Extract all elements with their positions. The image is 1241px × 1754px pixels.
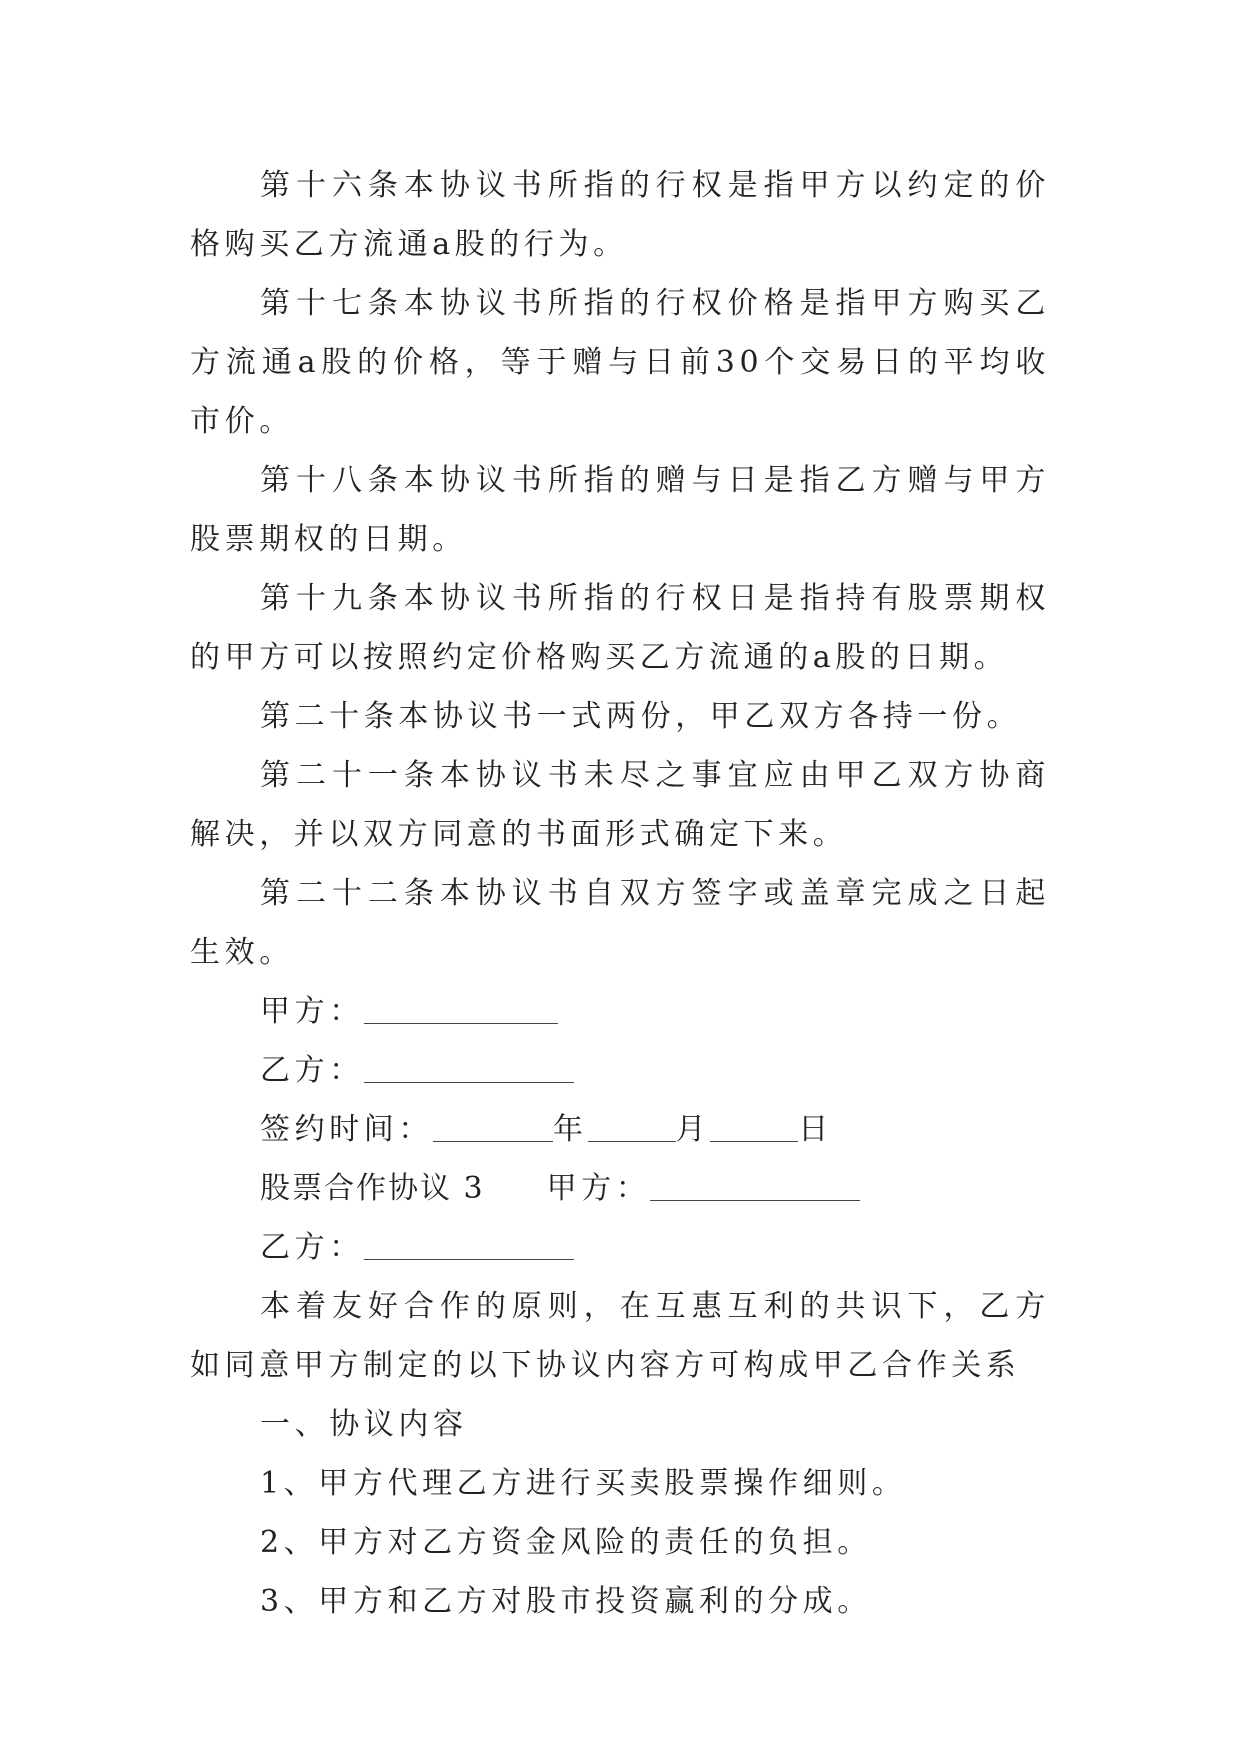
agreement3-party-a-blank xyxy=(650,1170,860,1201)
article-20: 第二十条本协议书一式两份，甲乙双方各持一份。 xyxy=(260,699,1022,734)
agreement3-title: 股票合作协议 3 xyxy=(260,1171,485,1206)
party-b-label: 乙方： xyxy=(260,1053,364,1088)
article-17: 第十七条本协议书所指的行权价格是指甲方购买乙方流通a股的价格，等于赠与日前30个交易日的平均收市价。 xyxy=(190,286,1050,439)
party-a-signature-line xyxy=(190,982,1050,1041)
agreement3-party-a-label: 甲方： xyxy=(546,1171,651,1206)
agreement3-title-line xyxy=(190,1159,1050,1218)
list-item-3: 3、甲方和乙方对股市投资赢利的分成。 xyxy=(260,1584,872,1619)
year-blank xyxy=(433,1111,553,1142)
day-label: 日 xyxy=(798,1112,833,1147)
section-heading: 一、协议内容 xyxy=(260,1407,468,1442)
agreement3-party-b-blank xyxy=(364,1229,574,1260)
party-b-signature-line xyxy=(190,1041,1050,1100)
year-label: 年 xyxy=(553,1112,588,1147)
list-item-2: 2、甲方对乙方资金风险的责任的负担。 xyxy=(260,1525,872,1560)
article-18: 第十八条本协议书所指的赠与日是指乙方赠与甲方股票期权的日期。 xyxy=(190,463,1050,557)
article-22: 第二十二条本协议书自双方签字或盖章完成之日起生效。 xyxy=(190,876,1050,970)
month-blank xyxy=(588,1111,676,1142)
agreement3-intro: 本着友好合作的原则，在互惠互利的共识下，乙方如同意甲方制定的以下协议内容方可构成甲乙合作关系 xyxy=(190,1289,1050,1383)
article-19: 第十九条本协议书所指的行权日是指持有股票期权的甲方可以按照约定价格购买乙方流通的a股的日期。 xyxy=(190,581,1050,675)
party-a-label: 甲方： xyxy=(260,994,364,1029)
party-a-blank xyxy=(364,993,558,1024)
article-21: 第二十一条本协议书未尽之事宜应由甲乙双方协商解决，并以双方同意的书面形式确定下来。 xyxy=(190,758,1050,852)
agreement3-party-b-line xyxy=(190,1218,1050,1277)
day-blank xyxy=(710,1111,798,1142)
agreement3-party-b-label: 乙方： xyxy=(260,1230,364,1265)
month-label: 月 xyxy=(675,1112,711,1147)
article-16: 第十六条本协议书所指的行权是指甲方以约定的价格购买乙方流通a股的行为。 xyxy=(190,168,1050,262)
list-item-1: 1、甲方代理乙方进行买卖股票操作细则。 xyxy=(260,1466,907,1501)
document-body xyxy=(190,156,1050,1631)
party-b-blank xyxy=(364,1052,574,1083)
sign-date-line xyxy=(190,1100,1050,1159)
sign-date-label: 签约时间： xyxy=(260,1112,433,1147)
